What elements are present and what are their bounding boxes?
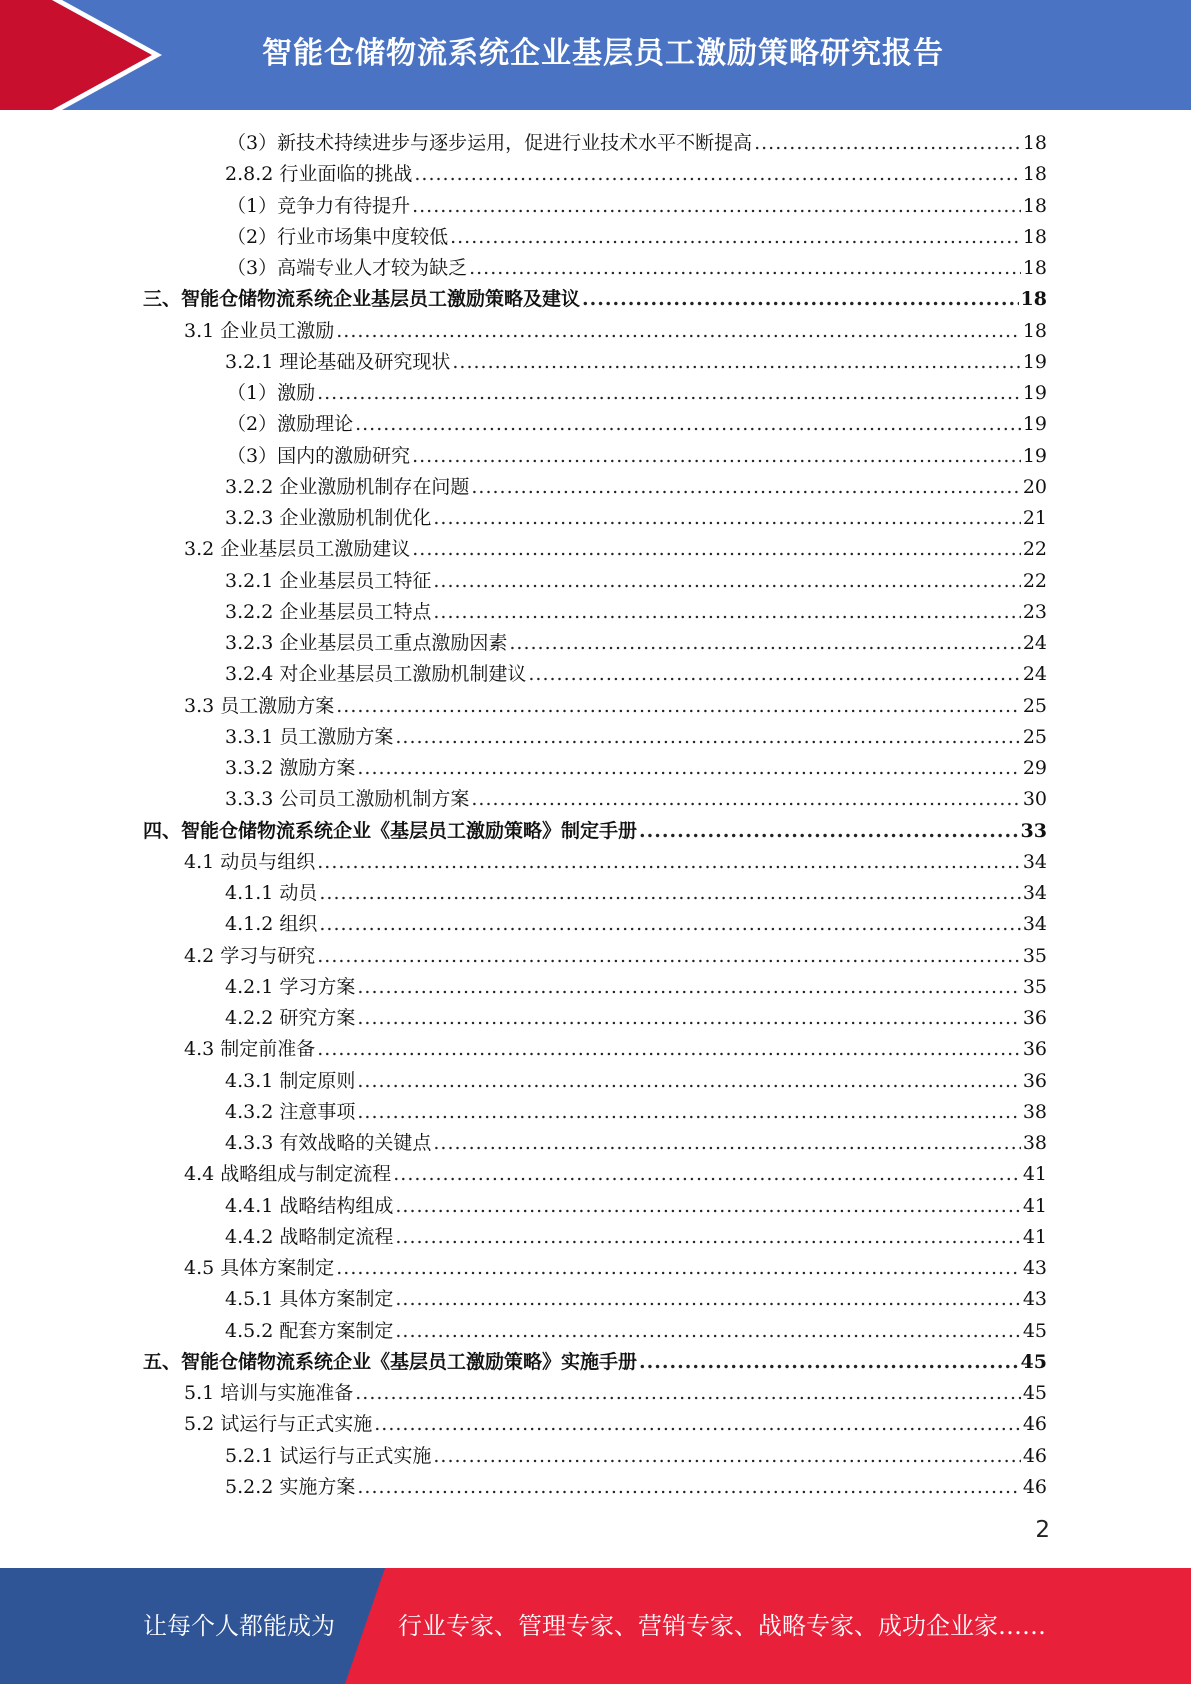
red-chevron-shape — [0, 0, 152, 110]
toc-entry-label: 4.4 战略组成与制定流程 — [184, 1163, 392, 1186]
toc-entry-label: 3.2.1 理论基础及研究现状 — [225, 350, 451, 373]
toc-leader-dots — [452, 347, 1020, 378]
toc-entry-page: 43 — [1022, 1257, 1047, 1279]
toc-entry-label: 4.4.1 战略结构组成 — [225, 1194, 394, 1217]
toc-entry-label: 4.1.2 组织 — [225, 913, 318, 936]
toc-entry-label: 4.3.2 注意事项 — [225, 1100, 356, 1123]
toc-entry[interactable] — [0, 753, 1191, 784]
toc-entry[interactable] — [0, 597, 1191, 628]
toc-entry[interactable] — [0, 722, 1191, 753]
toc-entry-page: 41 — [1022, 1194, 1047, 1217]
toc-leader-dots — [433, 503, 1020, 534]
toc-entry-page: 19 — [1022, 350, 1047, 373]
toc-entry[interactable] — [0, 1034, 1191, 1065]
toc-entry-page: 18 — [1020, 288, 1047, 311]
toc-entry-label: 5.1 培训与实施准备 — [184, 1382, 354, 1404]
toc-entry-label: （3）国内的激励研究 — [227, 444, 411, 467]
toc-entry-page: 30 — [1022, 788, 1047, 811]
toc-entry[interactable] — [0, 1472, 1191, 1503]
toc-entry-page: 19 — [1022, 413, 1047, 436]
toc-entry-page: 46 — [1022, 1444, 1047, 1467]
toc-entry-page: 45 — [1022, 1319, 1047, 1342]
toc-leader-dots — [395, 1284, 1020, 1315]
toc-entry-page: 45 — [1020, 1350, 1047, 1373]
toc-entry[interactable] — [0, 1441, 1191, 1472]
toc-entry-page: 23 — [1022, 600, 1047, 623]
toc-entry[interactable] — [0, 253, 1191, 284]
toc-entry-label: （3）新技术持续进步与逐步运用，促进行业技术水平不断提高 — [227, 132, 753, 154]
toc-entry-label: 4.1.1 动员 — [225, 882, 318, 904]
toc-entry-page: 41 — [1022, 1163, 1047, 1186]
toc-leader-dots — [319, 878, 1020, 909]
toc-entry-page: 45 — [1022, 1382, 1047, 1404]
toc-entry-page: 43 — [1022, 1288, 1047, 1311]
toc-entry[interactable] — [0, 472, 1191, 503]
toc-leader-dots — [357, 1472, 1020, 1503]
toc-entry-page: 19 — [1022, 382, 1047, 404]
toc-entry[interactable] — [0, 1191, 1191, 1222]
toc-leader-dots — [433, 1441, 1020, 1472]
toc-entry[interactable] — [0, 1003, 1191, 1034]
toc-entry[interactable] — [0, 847, 1191, 878]
toc-entry-label: 4.2.1 学习方案 — [225, 975, 356, 998]
toc-entry-page: 22 — [1022, 569, 1047, 592]
toc-leader-dots — [357, 1097, 1020, 1128]
footer-slogan-left: 让每个人都能成为 — [143, 1612, 335, 1640]
toc-leader-dots — [357, 753, 1020, 784]
toc-entry-label: 5.2 试运行与正式实施 — [184, 1413, 373, 1436]
toc-entry-page: 24 — [1022, 663, 1047, 686]
toc-entry[interactable] — [0, 316, 1191, 347]
header-band — [0, 0, 1191, 110]
toc-entry-page: 46 — [1022, 1475, 1047, 1498]
toc-leader-dots — [393, 1159, 1021, 1190]
toc-entry-label: （1）竞争力有待提升 — [227, 194, 411, 217]
toc-entry-label: （3）高端专业人才较为缺乏 — [227, 257, 468, 279]
toc-entry[interactable] — [0, 284, 1191, 315]
footer-slogan-right: 行业专家、管理专家、营销专家、战略专家、成功企业家…… — [398, 1612, 1046, 1640]
toc-entry[interactable] — [0, 1284, 1191, 1315]
toc-entry-label: 4.5.2 配套方案制定 — [225, 1319, 394, 1342]
toc-leader-dots — [639, 1347, 1019, 1378]
toc-entry-page: 20 — [1022, 475, 1047, 498]
toc-leader-dots — [395, 1191, 1020, 1222]
toc-leader-dots — [357, 1003, 1020, 1034]
toc-entry[interactable] — [0, 1159, 1191, 1190]
toc-entry-label: 3.2 企业基层员工激励建议 — [184, 538, 411, 561]
toc-entry-page: 18 — [1022, 225, 1047, 248]
toc-entry-label: 4.4.2 战略制定流程 — [225, 1225, 394, 1248]
toc-entry-label: 5.2.1 试运行与正式实施 — [225, 1444, 432, 1467]
toc-entry-label: 4.5 具体方案制定 — [184, 1257, 335, 1279]
toc-entry-label: 3.3 员工激励方案 — [184, 694, 335, 717]
toc-entry-label: 3.3.2 激励方案 — [225, 757, 356, 779]
toc-entry-page: 36 — [1022, 1038, 1047, 1061]
toc-entry-label: 3.2.4 对企业基层员工激励机制建议 — [225, 663, 527, 686]
toc-entry-page: 19 — [1022, 444, 1047, 467]
toc-leader-dots — [433, 1128, 1020, 1159]
toc-entry[interactable] — [0, 534, 1191, 565]
toc-leader-dots — [509, 628, 1020, 659]
toc-entry[interactable] — [0, 1409, 1191, 1440]
toc-entry-page: 33 — [1020, 819, 1047, 842]
toc-leader-dots — [374, 1409, 1021, 1440]
toc-entry-label: 3.2.2 企业激励机制存在问题 — [225, 475, 470, 498]
toc-entry[interactable] — [0, 1222, 1191, 1253]
toc-leader-dots — [639, 816, 1019, 847]
toc-entry-label: 4.3 制定前准备 — [184, 1038, 316, 1061]
toc-entry[interactable] — [0, 503, 1191, 534]
toc-leader-dots — [317, 941, 1021, 972]
toc-entry-label: 5.2.2 实施方案 — [225, 1475, 356, 1498]
toc-entry-label: 2.8.2 行业面临的挑战 — [225, 163, 413, 186]
toc-entry[interactable] — [0, 159, 1191, 190]
toc-entry-page: 38 — [1022, 1100, 1047, 1123]
toc-leader-dots — [317, 847, 1021, 878]
toc-leader-dots — [450, 222, 1021, 253]
toc-entry[interactable] — [0, 1253, 1191, 1284]
toc-entry-page: 18 — [1022, 257, 1047, 279]
toc-entry[interactable] — [0, 1128, 1191, 1159]
toc-leader-dots — [412, 441, 1021, 472]
toc-leader-dots — [471, 472, 1020, 503]
footer-band — [0, 1568, 1191, 1684]
toc-entry-label: 4.2 学习与研究 — [184, 944, 316, 967]
toc-entry-label: （2）行业市场集中度较低 — [227, 225, 449, 248]
toc-leader-dots — [395, 1316, 1020, 1347]
toc-leader-dots — [395, 722, 1020, 753]
toc-entry-label: 4.3.1 制定原则 — [225, 1069, 356, 1092]
toc-entry-page: 29 — [1022, 757, 1047, 779]
toc-entry[interactable] — [0, 784, 1191, 815]
toc-entry-label: 4.3.3 有效战略的关键点 — [225, 1132, 432, 1154]
toc-entry-label: 3.1 企业员工激励 — [184, 319, 335, 342]
toc-entry-label: 4.5.1 具体方案制定 — [225, 1288, 394, 1311]
toc-entry-label: 3.2.3 企业激励机制优化 — [225, 507, 432, 529]
toc-entry[interactable] — [0, 566, 1191, 597]
toc-leader-dots — [412, 534, 1021, 565]
toc-entry[interactable] — [0, 909, 1191, 940]
toc-entry-page: 46 — [1022, 1413, 1047, 1436]
toc-entry-page: 24 — [1022, 632, 1047, 654]
toc-entry[interactable] — [0, 409, 1191, 440]
toc-leader-dots — [357, 972, 1020, 1003]
toc-leader-dots — [319, 909, 1020, 940]
toc-entry[interactable] — [0, 972, 1191, 1003]
toc-entry-label: 3.2.1 企业基层员工特征 — [225, 569, 432, 592]
toc-leader-dots — [355, 1378, 1021, 1409]
toc-entry-page: 36 — [1022, 1007, 1047, 1029]
toc-leader-dots — [317, 1034, 1021, 1065]
toc-entry[interactable] — [0, 191, 1191, 222]
toc-entry-page: 41 — [1022, 1225, 1047, 1248]
toc-entry-label: 4.1 动员与组织 — [184, 850, 316, 873]
toc-leader-dots — [754, 128, 1021, 159]
toc-entry[interactable] — [0, 1378, 1191, 1409]
toc-entry-label: 五、智能仓储物流系统企业《基层员工激励策略》实施手册 — [143, 1350, 638, 1373]
toc-leader-dots — [336, 1253, 1021, 1284]
toc-entry-page: 18 — [1022, 163, 1047, 186]
toc-entry-label: 四、智能仓储物流系统企业《基层员工激励策略》制定手册 — [143, 819, 638, 842]
toc-entry-page: 18 — [1022, 194, 1047, 217]
toc-entry-page: 21 — [1022, 507, 1047, 529]
document-title: 智能仓储物流系统企业基层员工激励策略研究报告 — [262, 36, 944, 71]
toc-entry-label: 3.3.1 员工激励方案 — [225, 725, 394, 748]
toc-leader-dots — [469, 253, 1021, 284]
toc-leader-dots — [528, 659, 1020, 690]
toc-leader-dots — [336, 691, 1021, 722]
toc-entry[interactable] — [0, 222, 1191, 253]
toc-entry-label: （2）激励理论 — [227, 413, 354, 436]
table-of-contents — [0, 128, 1191, 1503]
toc-entry-page: 38 — [1022, 1132, 1047, 1154]
toc-entry-label: （1）激励 — [227, 382, 316, 404]
toc-leader-dots — [317, 378, 1021, 409]
toc-entry-page: 25 — [1022, 694, 1047, 717]
toc-entry-page: 18 — [1022, 319, 1047, 342]
page-number: 2 — [1035, 1517, 1050, 1543]
toc-leader-dots — [582, 284, 1019, 315]
toc-entry-page: 18 — [1022, 132, 1047, 154]
toc-entry-page: 34 — [1022, 913, 1047, 936]
toc-entry[interactable] — [0, 378, 1191, 409]
toc-leader-dots — [433, 566, 1020, 597]
toc-entry[interactable] — [0, 878, 1191, 909]
toc-entry-label: 4.2.2 研究方案 — [225, 1007, 356, 1029]
toc-entry[interactable] — [0, 1347, 1191, 1378]
toc-leader-dots — [433, 597, 1020, 628]
toc-leader-dots — [355, 409, 1021, 440]
toc-entry-label: 3.2.3 企业基层员工重点激励因素 — [225, 632, 508, 654]
toc-entry-label: 3.2.2 企业基层员工特点 — [225, 600, 432, 623]
toc-entry-page: 35 — [1022, 975, 1047, 998]
toc-entry-page: 22 — [1022, 538, 1047, 561]
toc-entry[interactable] — [0, 816, 1191, 847]
toc-entry-page: 34 — [1022, 850, 1047, 873]
toc-entry[interactable] — [0, 941, 1191, 972]
toc-entry-page: 25 — [1022, 725, 1047, 748]
toc-entry-page: 34 — [1022, 882, 1047, 904]
toc-leader-dots — [414, 159, 1020, 190]
toc-entry[interactable] — [0, 1066, 1191, 1097]
toc-entry-label: 3.3.3 公司员工激励机制方案 — [225, 788, 470, 811]
toc-leader-dots — [336, 316, 1021, 347]
toc-entry-label: 三、智能仓储物流系统企业基层员工激励策略及建议 — [143, 288, 581, 311]
toc-leader-dots — [395, 1222, 1020, 1253]
toc-entry-page: 36 — [1022, 1069, 1047, 1092]
toc-entry[interactable] — [0, 691, 1191, 722]
toc-leader-dots — [412, 191, 1021, 222]
toc-entry[interactable] — [0, 347, 1191, 378]
toc-entry-page: 35 — [1022, 944, 1047, 967]
toc-leader-dots — [471, 784, 1020, 815]
toc-entry[interactable] — [0, 628, 1191, 659]
toc-entry[interactable] — [0, 1316, 1191, 1347]
toc-entry[interactable] — [0, 1097, 1191, 1128]
toc-entry[interactable] — [0, 659, 1191, 690]
toc-entry[interactable] — [0, 128, 1191, 159]
toc-leader-dots — [357, 1066, 1020, 1097]
toc-entry[interactable] — [0, 441, 1191, 472]
